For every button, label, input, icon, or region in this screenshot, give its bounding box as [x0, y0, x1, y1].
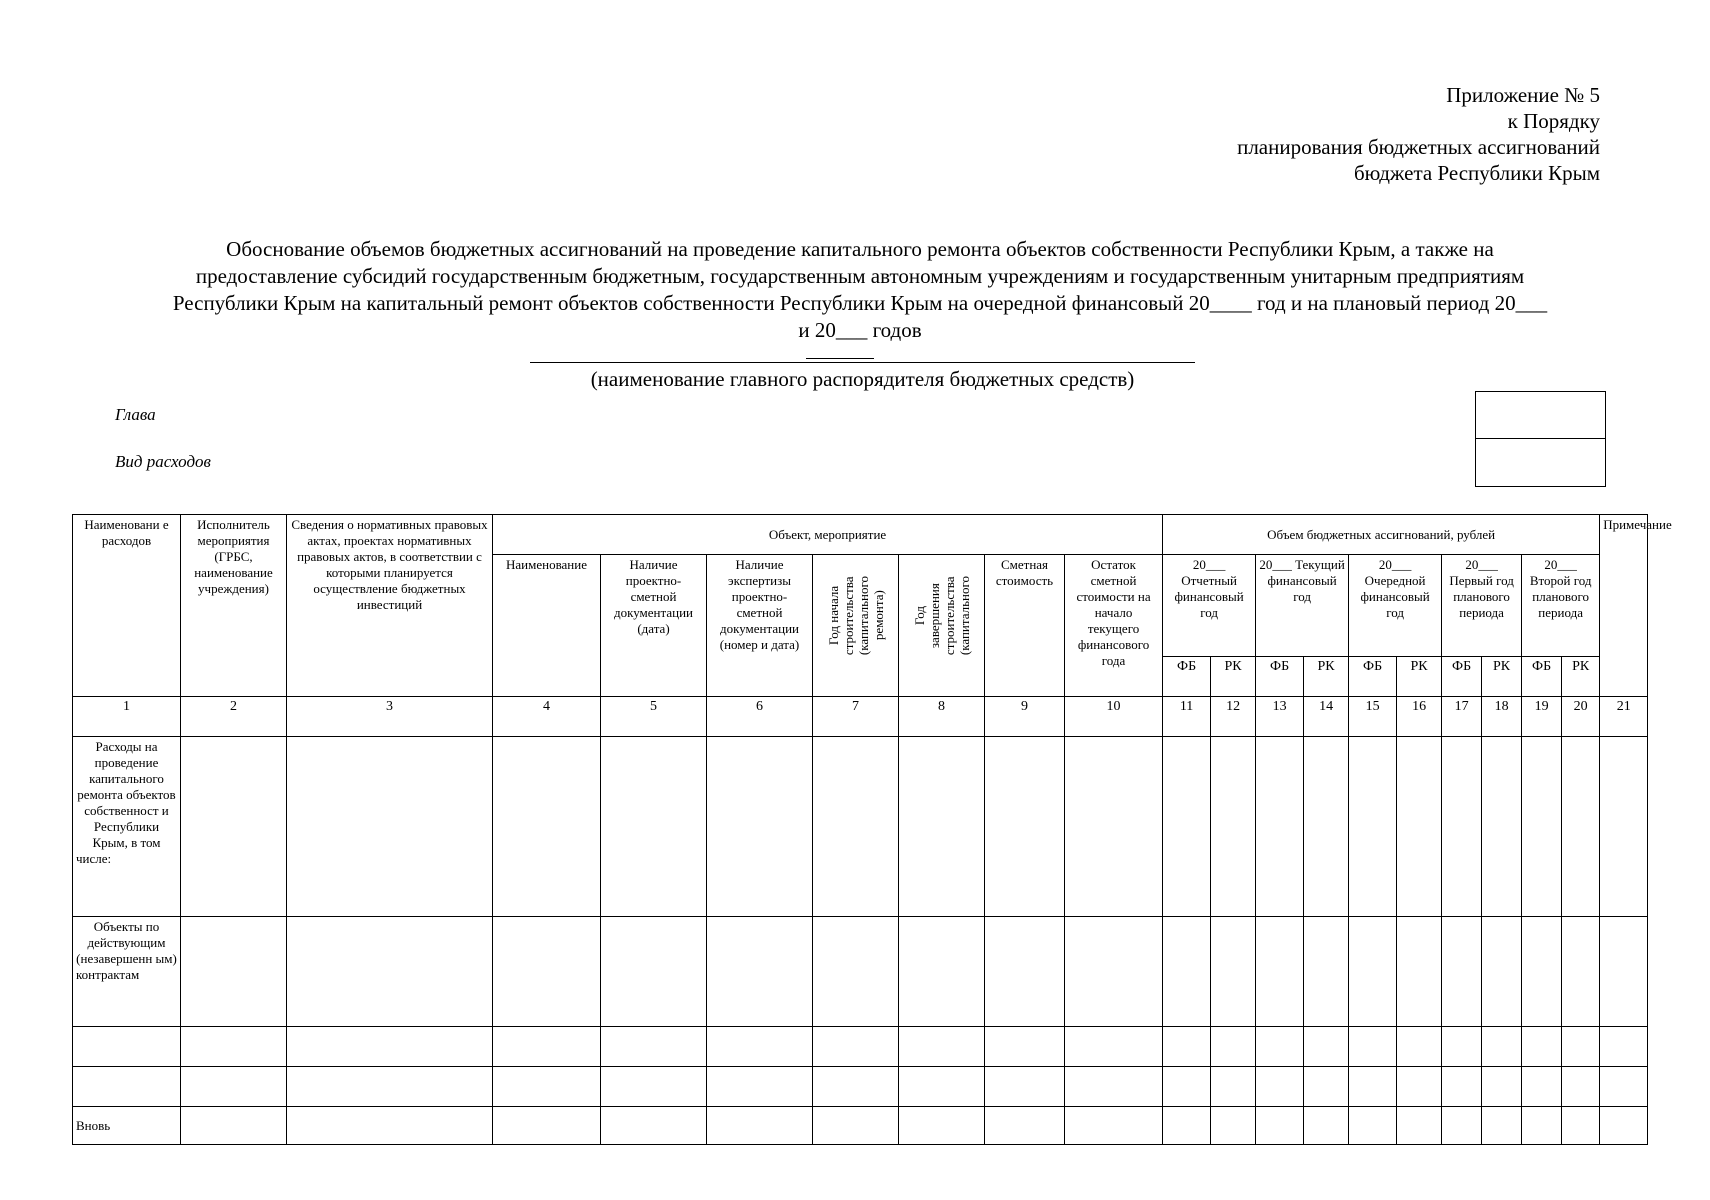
header-year-plan-1: 20___ Первый год планового периода	[1442, 555, 1522, 657]
column-number-row	[73, 697, 1648, 737]
column-number: 16	[1397, 697, 1442, 737]
appendix-line-2: к Порядку	[1507, 109, 1600, 133]
column-number: 18	[1482, 697, 1522, 737]
header-fb: ФБ	[1163, 657, 1211, 697]
header-fb: ФБ	[1442, 657, 1482, 697]
header-budget-group: Объем бюджетных ассигнований, рублей	[1163, 515, 1600, 555]
row-label: Объекты по действующим (незавершенн ым) контрактам	[73, 917, 181, 1027]
column-number: 7	[813, 697, 899, 737]
row-label	[73, 1067, 181, 1107]
header-year-next: 20___ Очередной финансовый год	[1349, 555, 1442, 657]
table-row	[73, 1027, 1648, 1067]
column-number: 17	[1442, 697, 1482, 737]
column-number: 21	[1600, 697, 1648, 737]
row-label	[73, 1027, 181, 1067]
column-number: 15	[1349, 697, 1397, 737]
appendix-line-4: бюджета Республики Крым	[1353, 161, 1600, 185]
column-number: 5	[601, 697, 707, 737]
row-label: Расходы на проведение капитального ремонта объектов собственност и Республики Крым, в том числе:	[73, 737, 181, 917]
chapter-label: Глава	[115, 405, 156, 424]
header-year-current: 20___ Текущий финансовый год	[1256, 555, 1349, 657]
column-number: 20	[1562, 697, 1600, 737]
column-number: 8	[899, 697, 985, 737]
header-row-1	[73, 515, 1648, 555]
column-number: 11	[1163, 697, 1211, 737]
column-number: 13	[1256, 697, 1304, 737]
header-design-docs: Наличие проектно-сметной документации (дата)	[601, 555, 707, 697]
column-number: 14	[1304, 697, 1349, 737]
header-expertise: Наличие экспертизы проектно-сметной документации (номер и дата)	[707, 555, 813, 697]
header-rk: РК	[1304, 657, 1349, 697]
column-number: 6	[707, 697, 813, 737]
code-box	[1475, 391, 1606, 487]
appendix-line-3: планирования бюджетных ассигнований	[1237, 135, 1600, 159]
document-title	[110, 236, 1610, 344]
column-number: 10	[1065, 697, 1163, 737]
header-expense-name: Наименовани е расходов	[73, 515, 181, 697]
header-year-reporting: 20___ Отчетный финансовый год	[1163, 555, 1256, 657]
grbs-fill-short-line	[806, 358, 874, 359]
table-row	[73, 737, 1648, 917]
header-note: Примечание	[1600, 515, 1648, 697]
appendix-line-1: Приложение № 5	[1446, 83, 1600, 107]
header-remaining-cost: Остаток сметной стоимости на начало текущего финансового года	[1065, 555, 1163, 697]
grbs-caption: (наименование главного распорядителя бюджетных средств)	[590, 367, 1135, 391]
table-row	[73, 1107, 1648, 1145]
table-row	[73, 917, 1648, 1027]
header-fb: ФБ	[1522, 657, 1562, 697]
budget-table	[72, 514, 1672, 1145]
chapter-code-field[interactable]	[1476, 392, 1605, 439]
column-number: 1	[73, 697, 181, 737]
header-object-name: Наименование	[493, 555, 601, 697]
header-fb: ФБ	[1349, 657, 1397, 697]
expense-type-label: Вид расходов	[115, 452, 211, 471]
row-label: Вновь	[73, 1107, 181, 1145]
title-line-2: предоставление субсидий государственным бюджетным, государственным автономным учреждениям и государственным унитарным предприятиям	[195, 264, 1525, 288]
header-estimated-cost: Сметная стоимость	[985, 555, 1065, 697]
header-executor: Исполнитель мероприятия (ГРБС, наименование учреждения)	[181, 515, 287, 697]
column-number: 9	[985, 697, 1065, 737]
header-object-group: Объект, мероприятие	[493, 515, 1163, 555]
header-end-year	[899, 555, 985, 697]
appendix-block	[1237, 82, 1600, 186]
header-start-year-text: Год начала строительства (капитального ремонта)	[825, 576, 886, 656]
grbs-fill-line	[530, 362, 1195, 363]
column-number: 2	[181, 697, 287, 737]
header-year-plan-2: 20___ Второй год планового периода	[1522, 555, 1600, 657]
header-end-year-text: Год завершения строительства (капитального	[911, 576, 972, 656]
header-rk: РК	[1482, 657, 1522, 697]
title-line-4: и 20___ годов	[798, 318, 922, 342]
column-number: 3	[287, 697, 493, 737]
title-line-3: Республики Крым на капитальный ремонт объектов собственности Республики Крым на очередной финансовый 20____ год и на плановый период 20___	[172, 291, 1548, 315]
table-row	[73, 1067, 1648, 1107]
column-number: 19	[1522, 697, 1562, 737]
column-number: 12	[1211, 697, 1256, 737]
header-rk: РК	[1397, 657, 1442, 697]
header-rk: РК	[1562, 657, 1600, 697]
expense-type-code-field[interactable]	[1476, 439, 1605, 486]
header-legal-acts: Сведения о нормативных правовых актах, проектах нормативных правовых актов, в соответствии с которыми планируется осуществление бюджетных инвестиций	[287, 515, 493, 697]
header-start-year	[813, 555, 899, 697]
header-fb: ФБ	[1256, 657, 1304, 697]
header-rk: РК	[1211, 657, 1256, 697]
title-line-1: Обоснование объемов бюджетных ассигнований на проведение капитального ремонта объектов собственности Республики Крым, а также на	[226, 237, 1494, 261]
column-number: 4	[493, 697, 601, 737]
